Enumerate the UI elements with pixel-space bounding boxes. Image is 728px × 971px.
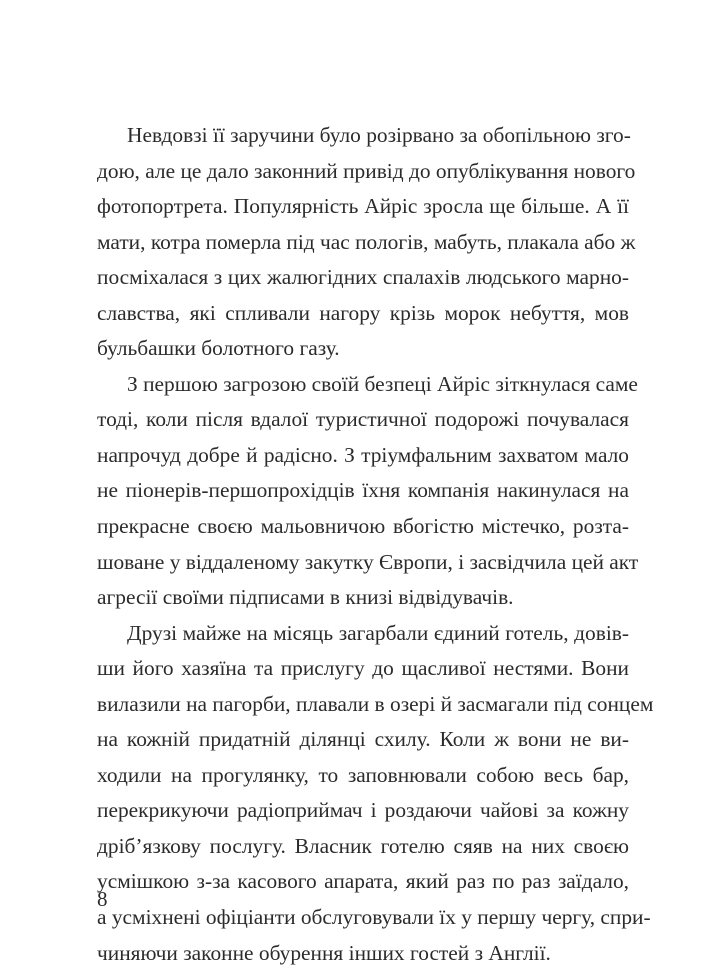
text-line: посміхалася з цих жалюгідних спалахів людського марно- [97,265,629,290]
text-line: славства, які спливали нагору крізь морок небуття, мов [97,300,629,325]
page-number: 8 [97,887,108,911]
text-line: Друзі майже на місяць загарбали єдиний готель, довів- [127,620,629,645]
text-line: усмішкою з-за касового апарата, який раз по раз заїдало, [97,869,629,894]
text-line: шоване у віддаленому закутку Європи, і засвідчила цей акт [97,549,639,574]
text-line: не піонерів-першопрохідців їхня компанія накинулася на [97,478,629,503]
text-line: ходили на прогулянку, то заповнювали собою весь бар, [97,762,629,787]
body-text [97,118,654,971]
text-line: а усміхнені офіціанти обслуговували їх у першу чергу, спри- [97,905,651,930]
text-line: напрочуд добре й радісно. З тріумфальним захватом мало [97,442,629,467]
text-line: Невдовзі її заручини було розірвано за обопільною зго- [127,123,631,147]
paragraph-1 [97,118,636,367]
text-line: дріб’язкову послугу. Власник готелю сяяв на них своєю [97,833,629,858]
text-line: бульбашки болотного газу. [97,336,340,361]
text-line: мати, котра померла під час пологів, мабуть, плакала або ж [97,229,636,254]
text-line: на кожній придатній ділянці схилу. Коли ж вони не ви- [97,727,629,752]
text-line: тоді, коли після вдалої туристичної подорожі почувалася [97,407,629,432]
text-line: вилазили на пагорби, плавали в озері й засмагали під сонцем [97,691,654,716]
text-line: чиняючи законне обурення інших гостей з Англії. [97,940,551,965]
text-line: агресії своїми підписами в книзі відвідувачів. [97,585,514,610]
text-line: ши його хазяїна та прислугу до щасливої нестями. Вони [97,656,629,681]
text-line: фотопортрета. Популярність Айріс зросла ще більше. А її [97,194,629,219]
text-line: З першою загрозою своїй безпеці Айріс зіткнулася саме [127,371,638,396]
text-line: перекрикуючи радіоприймач і роздаючи чайові за кожну [97,798,629,823]
text-line: прекрасне своєю мальовничою вбогістю містечко, розта- [97,514,629,539]
paragraph-3 [97,616,654,971]
text-line: дою, але це дало законний привід до опублікування нового [97,158,636,183]
paragraph-2 [97,367,639,616]
